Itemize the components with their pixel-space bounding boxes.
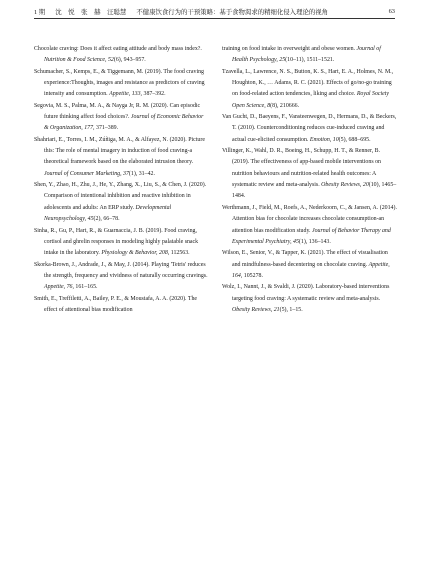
ref-venue: Royal Society Open Science, 8	[232, 91, 390, 109]
ref-pages: (6), 943–957.	[113, 57, 146, 64]
ref-pages: , 112563.	[167, 250, 190, 257]
ref-text: Wolz, I., Nannt, J., & Svaldi, J. (2020). Laboratory-based interventions targeting food craving: A systematic review and meta-analysis.	[222, 284, 390, 302]
ref-pages: , 371–389.	[93, 125, 119, 132]
ref-pages: (8), 210666.	[270, 102, 300, 109]
ref-pages: (2), 66–78.	[93, 216, 120, 223]
ref-venue: Physiology & Behavior, 208	[101, 250, 168, 257]
reference-entry	[34, 226, 209, 260]
ref-pages: (10–11), 1511–1521.	[285, 57, 335, 64]
ref-text: Werthmann, J., Field, M., Roefs, A., Nederkoorn, C., & Jansen, A. (2014). Attention bias for chocolate increases chocolate consumption-an attention bias modification study.	[222, 204, 397, 234]
running-header	[34, 6, 395, 17]
ref-venue: Appetite, 76	[44, 284, 73, 291]
ref-text: training on food intake in overweight and obese women.	[222, 46, 357, 52]
ref-text: Segovia, M. S., Palma, M. A., & Nayga Jr, R. M. (2020). Can episodic future thinking affect food choices?.	[34, 102, 201, 121]
reference-entry	[34, 101, 209, 135]
ref-venue: Journal of Behavior Therapy and Experimental Psychiatry, 45	[232, 227, 391, 245]
issue-number: 1 期	[34, 9, 46, 16]
ref-venue: Emotion, 10	[309, 136, 339, 143]
ref-text: Tzavella, L., Lawrence, N. S., Button, K. S., Hart, E. A., Holmes, N. M., Houghton, K., … Adams, R. C. (2021). Effects of go/no-go training on food-related action tendencies, liking and choice.	[222, 68, 394, 98]
ref-pages: (1), 31–42.	[128, 170, 155, 177]
reference-entry	[222, 248, 397, 282]
ref-pages: , 387–392.	[140, 91, 166, 98]
left-column	[34, 44, 209, 316]
header-authors: 沈 悦 张 赫 汪聪慧	[55, 9, 127, 16]
ref-venue: Developmental Neuropsychology, 45	[44, 204, 172, 223]
reference-entry	[222, 44, 397, 67]
header-title: 不健康饮食行为的干预策略：基于食物渴求的精细化侵入理论的视角	[136, 9, 329, 16]
ref-venue: Journal of Health Psychology, 25	[232, 46, 381, 64]
ref-text: Skorka-Brown, J., Andrade, J., & May, J. (2014). Playing 'Tetris' reduces the strength, frequency and vividness of naturally occurring cravings.	[34, 261, 208, 279]
reference-entry	[34, 260, 209, 294]
ref-venue: Obesity Reviews, 20	[321, 182, 369, 189]
ref-venue: Appetite, 164	[232, 261, 390, 279]
reference-entry	[34, 294, 209, 317]
ref-venue: Journal of Economic Behavior & Organization, 177	[44, 114, 204, 132]
ref-venue: Appetite, 133	[109, 91, 141, 98]
page-number: 63	[388, 8, 395, 15]
header-rule	[34, 18, 395, 19]
ref-venue: Nutrition & Food Science, 52	[44, 57, 114, 64]
ref-pages: (5), 688–695.	[338, 136, 371, 143]
reference-entry	[34, 67, 209, 101]
ref-text: Chocolate craving: Does it affect eating attitude and body mass index?.	[34, 46, 202, 52]
ref-text: Schumacher, S., Kemps, E., & Tiggemann, M. (2019). The food craving experience:Thoughts, images and resistance as predictors of craving intensity and consumption.	[34, 68, 205, 98]
reference-entry	[34, 180, 209, 225]
ref-pages: (10), 1465–1484.	[232, 182, 397, 200]
ref-text: Shahriari, E., Torres, I. M., Zúñiga, M. A., & Alfayez, N. (2020). Picture this: The role of mental imagery in induction of food craving-a theoretical framework based on the elaborated intrusion theory.	[34, 136, 205, 166]
ref-pages: (1), 136–143.	[298, 238, 331, 245]
ref-text: Smith, E., Treffiletti, A., Bailey, P. E., & Moustafa, A. A. (2020). The effect of attentional bias modification	[34, 295, 198, 313]
reference-entry	[222, 282, 397, 316]
reference-entry	[222, 112, 397, 146]
reference-entry	[34, 135, 209, 180]
ref-text: Van Gucht, D., Baeyens, F., Vansteenwegen, D., Hermans, D., & Beckers, T. (2010). Counterconditioning reduces cue-induced craving and actual cue-elicited consumption.	[222, 114, 397, 143]
ref-venue: Journal of Consumer Marketing, 37	[44, 170, 129, 177]
ref-venue: Obesity Reviews, 21	[232, 306, 280, 313]
ref-text: Sinha, R., Gu, P., Hart, R., & Guarnaccia, J. B. (2019). Food craving, cortisol and ghrelin responses in modeling highly palatable snack intake in the laboratory.	[34, 227, 199, 257]
ref-text: Wilson, E., Senior, V., & Tapper, K. (2021). The effect of visualisation and mindfulness-based decentering on chocolate craving.	[222, 250, 388, 268]
reference-entry	[222, 67, 397, 112]
reference-entry	[222, 203, 397, 248]
reference-entry	[34, 44, 209, 67]
ref-text: Shen, Y., Zhao, H., Zhu, J., He, Y., Zhang, X., Liu, S., & Chen, J. (2020). Comparison of intentional inhibition and reactive inhibition in adolescents and adults: An ERP study.	[34, 182, 207, 211]
right-column	[222, 44, 397, 316]
ref-text: Villinger, K., Wahl, D. R., Boeing, H., Schupp, H. T., & Renner, B. (2019). The effectiveness of app-based mobile interventions on nutrition behaviours and nutrition-related health outcomes: A systematic review and meta-analysis.	[222, 148, 381, 189]
ref-pages: , 161–165.	[72, 284, 98, 291]
ref-pages: , 105278.	[240, 272, 263, 279]
ref-pages: (5), 1–15.	[279, 306, 303, 313]
reference-entry	[222, 146, 397, 203]
